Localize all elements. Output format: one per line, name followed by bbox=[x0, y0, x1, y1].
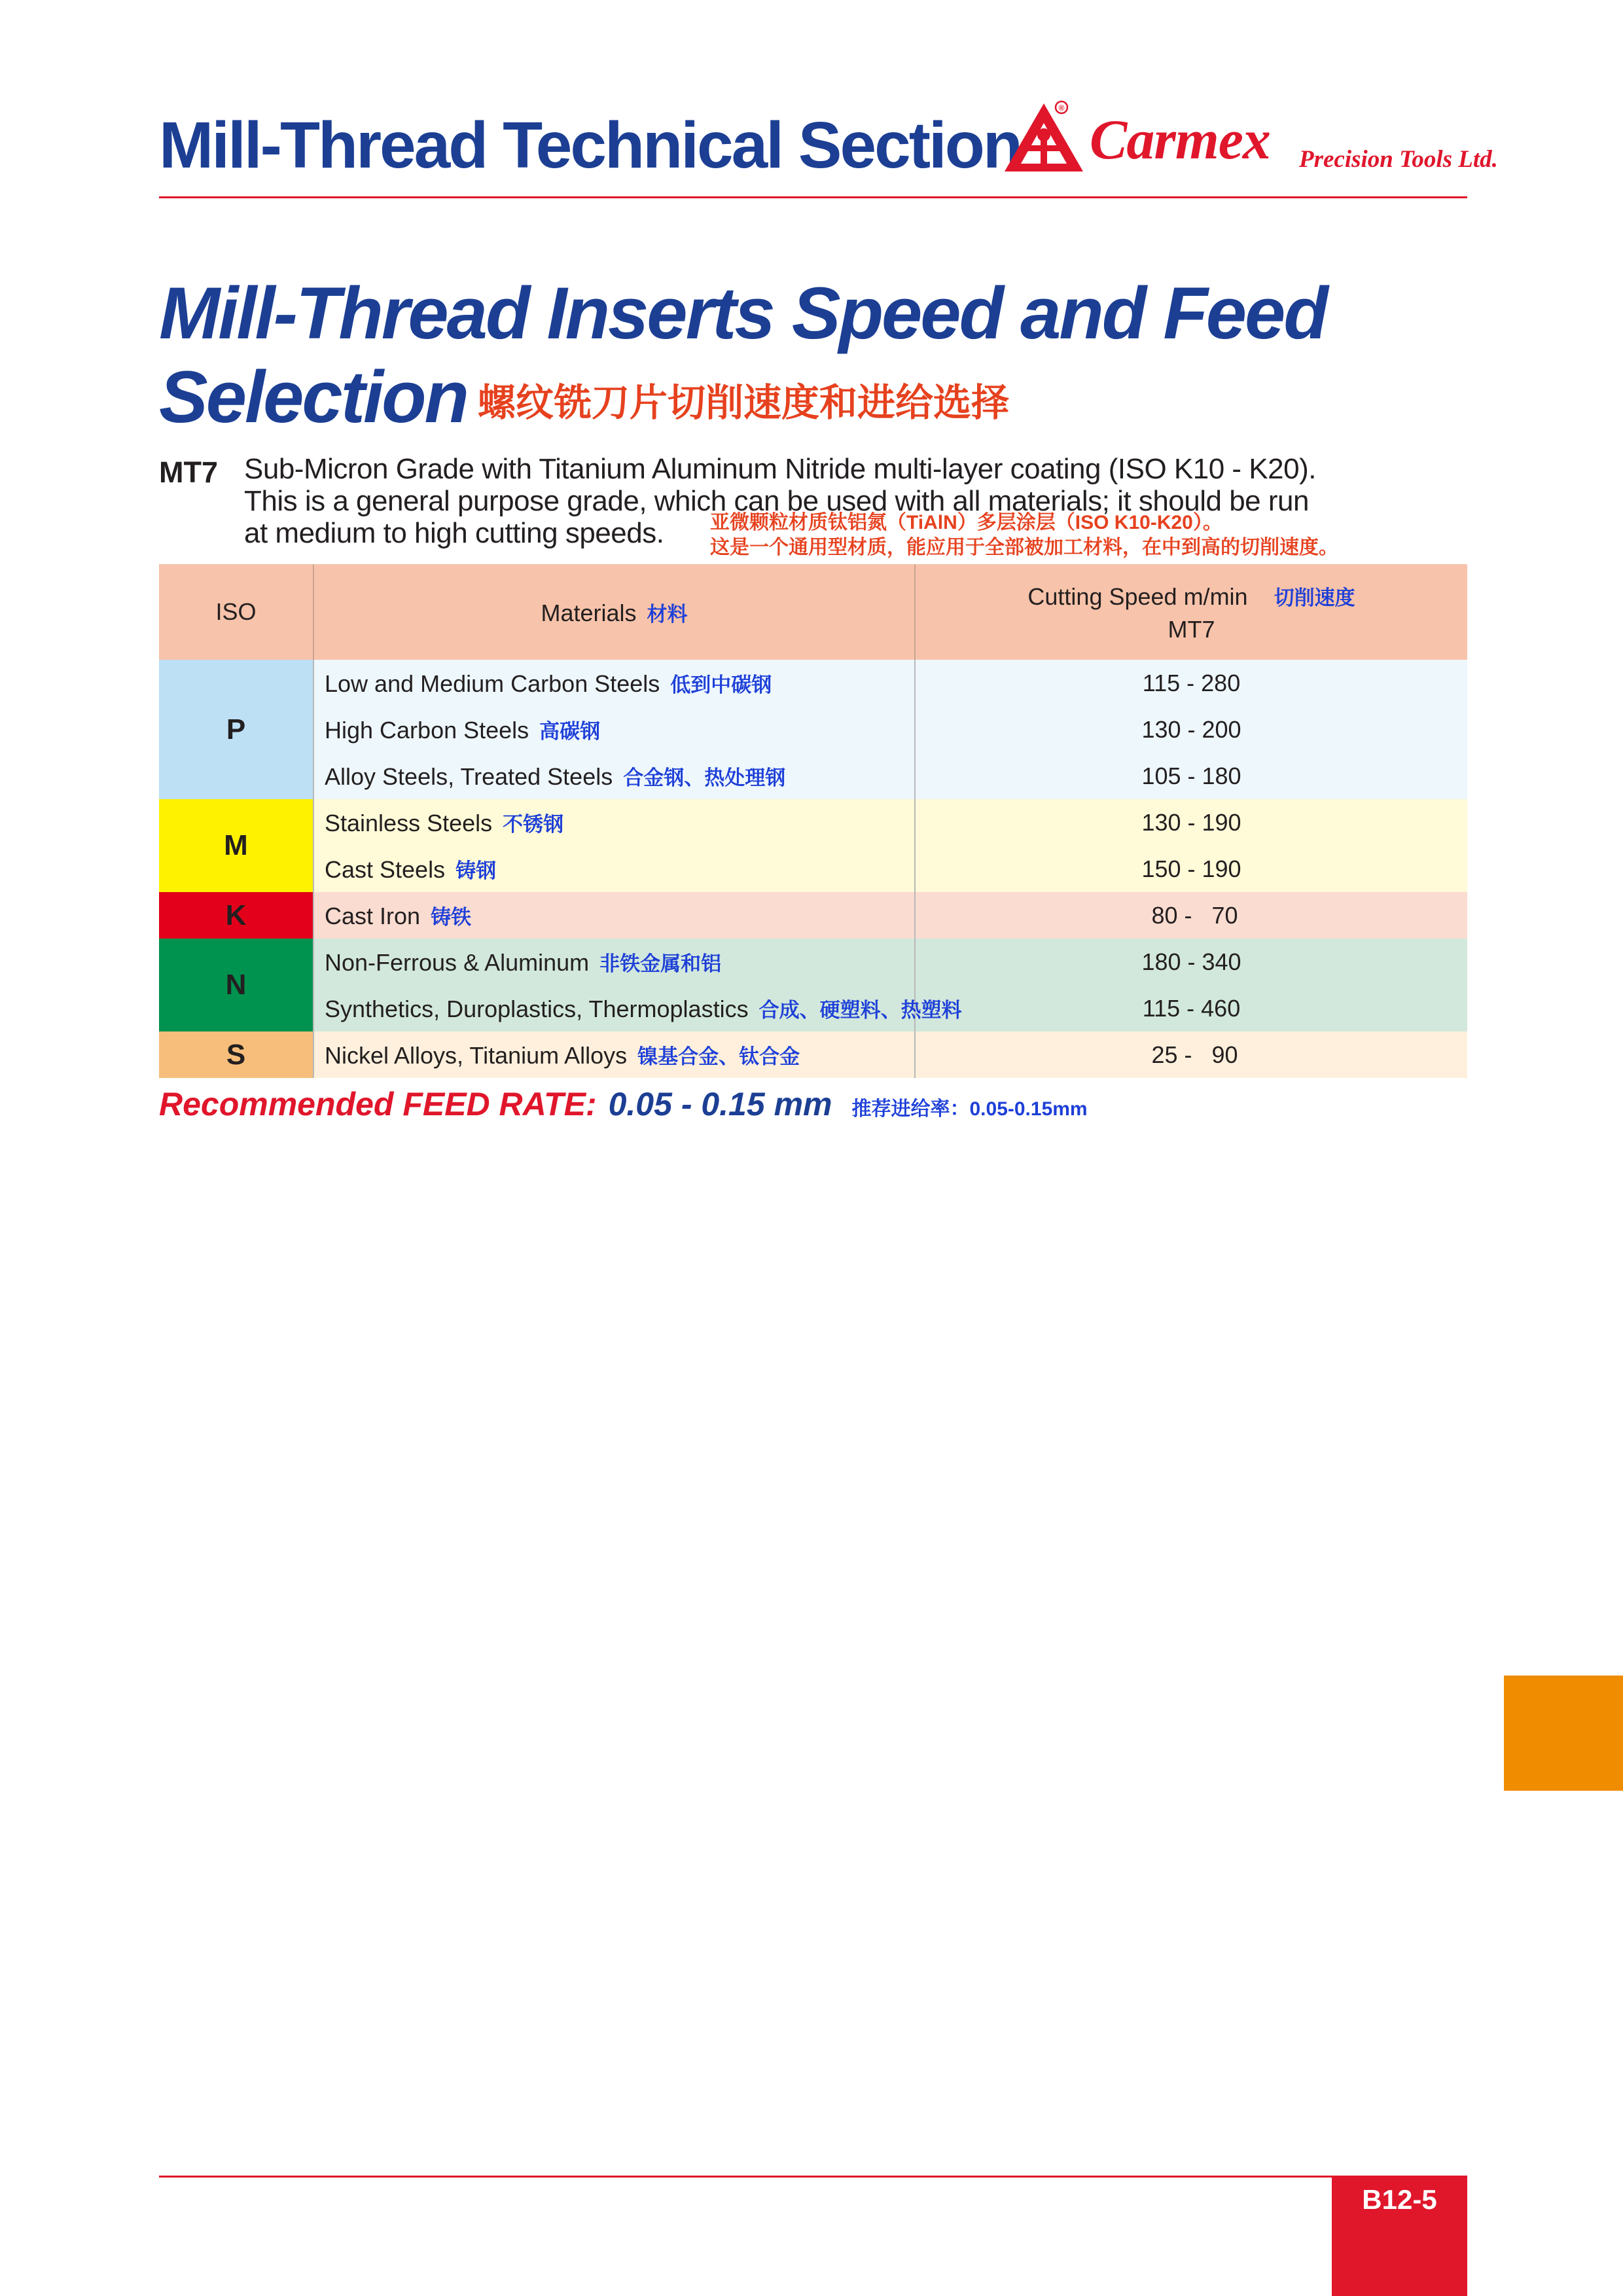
registered-mark: ® bbox=[1058, 103, 1065, 113]
material-name: Low and Medium Carbon Steels bbox=[325, 670, 660, 697]
carmex-emblem-icon bbox=[1001, 98, 1086, 177]
carmex-logo bbox=[1001, 98, 1498, 177]
table-row bbox=[159, 1031, 1467, 1078]
material-name: Synthetics, Duroplastics, Thermoplastics bbox=[325, 996, 749, 1022]
grade-description-cn bbox=[710, 511, 1338, 560]
table-row bbox=[159, 799, 1467, 846]
page-number: B12-5 bbox=[1332, 2178, 1467, 2296]
grade-description-line: Sub-Micron Grade with Titanium Aluminum Nitride multi-layer coating (ISO K10 - K20). bbox=[244, 453, 1316, 485]
cutting-speed-cell: 150 - 190 bbox=[1141, 855, 1241, 882]
material-name-cn: 非铁金属和铝 bbox=[599, 952, 722, 975]
feed-rate-label: Recommended FEED RATE: bbox=[159, 1086, 597, 1122]
cutting-speed-cell: 105 - 180 bbox=[1141, 762, 1241, 789]
header-speed-cn: 切削速度 bbox=[1274, 586, 1355, 609]
iso-group-k: K bbox=[159, 892, 313, 939]
header-grade: MT7 bbox=[1168, 615, 1215, 643]
material-name: High Carbon Steels bbox=[325, 717, 529, 744]
material-name-cn: 高碳钢 bbox=[539, 720, 601, 743]
table-row bbox=[159, 846, 1467, 892]
grade-description-line: at medium to high cutting speeds. bbox=[244, 517, 664, 549]
material-cell bbox=[313, 892, 915, 939]
iso-group-s: S bbox=[159, 1031, 313, 1078]
feed-rate bbox=[159, 1085, 1088, 1123]
table-row bbox=[159, 985, 1467, 1031]
cutting-speed-cell: 80 - 70 bbox=[1145, 901, 1238, 929]
material-cell bbox=[313, 799, 915, 846]
table-body bbox=[159, 660, 1467, 1078]
page-title-line2: Selection bbox=[159, 356, 467, 438]
grade-description-line: This is a general purpose grade, which can be used with all materials; it should be run bbox=[244, 485, 1309, 517]
material-cell bbox=[313, 706, 915, 753]
page-title-line1: Mill-Thread Inserts Speed and Feed bbox=[159, 272, 1327, 354]
table-row bbox=[159, 706, 1467, 753]
material-cell bbox=[313, 753, 915, 799]
iso-group-m: M bbox=[159, 799, 313, 892]
page-title bbox=[159, 272, 1327, 445]
iso-group-n: N bbox=[159, 939, 313, 1031]
material-name: Cast Steels bbox=[325, 856, 446, 883]
table-header-row bbox=[159, 564, 1467, 660]
header-speed: Cutting Speed m/min 切削速度 MT7 bbox=[915, 564, 1467, 660]
section-color-tab bbox=[1504, 1676, 1623, 1791]
page-title-cn: 螺纹铣刀片切削速度和进给选择 bbox=[477, 382, 1009, 424]
cutting-speed-cell: 180 - 340 bbox=[1141, 948, 1241, 975]
iso-group-p: P bbox=[159, 660, 313, 799]
material-name: Nickel Alloys, Titanium Alloys bbox=[325, 1042, 628, 1069]
material-name-cn: 合金钢、热处理钢 bbox=[623, 766, 786, 789]
header-iso: ISO bbox=[159, 564, 313, 660]
table-row bbox=[159, 939, 1467, 985]
material-cell bbox=[313, 939, 915, 985]
brand-suffix: Precision Tools Ltd. bbox=[1299, 146, 1498, 173]
feed-rate-cn: 推荐进给率：0.05-0.15mm bbox=[851, 1098, 1088, 1120]
table-row bbox=[159, 660, 1467, 706]
grade-label: MT7 bbox=[159, 456, 218, 489]
cutting-speed-cell: 115 - 460 bbox=[1142, 994, 1241, 1022]
material-name-cn: 不锈钢 bbox=[503, 813, 564, 836]
material-name: Alloy Steels, Treated Steels bbox=[325, 763, 613, 790]
section-title: Mill-Thread Technical Section bbox=[159, 109, 1021, 182]
header-materials-cn: 材料 bbox=[647, 602, 688, 626]
cutting-speed-cell: 130 - 190 bbox=[1141, 808, 1241, 836]
material-cell bbox=[313, 985, 962, 1031]
material-cell bbox=[313, 660, 915, 706]
material-name-cn: 合成、硬塑料、热塑料 bbox=[758, 999, 962, 1022]
material-name: Non-Ferrous & Aluminum bbox=[325, 949, 590, 976]
material-name-cn: 铸铁 bbox=[431, 906, 472, 929]
feed-rate-value: 0.05 - 0.15 mm bbox=[608, 1086, 832, 1122]
header-materials: Materials 材料 bbox=[313, 564, 915, 660]
table-row bbox=[159, 892, 1467, 939]
material-name-cn: 铸钢 bbox=[455, 859, 497, 882]
material-cell bbox=[313, 846, 915, 892]
grade-description-cn-line: 这是一个通用型材质，能应用于全部被加工材料，在中到高的切削速度。 bbox=[710, 537, 1338, 558]
speed-table bbox=[159, 564, 1467, 1078]
table-row bbox=[159, 753, 1467, 799]
header-divider bbox=[159, 196, 1467, 198]
cutting-speed-cell: 115 - 280 bbox=[1142, 669, 1241, 696]
material-name-cn: 低到中碳钢 bbox=[670, 673, 772, 696]
brand-name: Carmex bbox=[1090, 108, 1270, 171]
footer-divider bbox=[159, 2176, 1467, 2178]
material-name: Stainless Steels bbox=[325, 810, 493, 836]
cutting-speed-cell: 25 - 90 bbox=[1145, 1041, 1238, 1068]
material-name-cn: 镍基合金、钛合金 bbox=[637, 1045, 800, 1068]
material-name: Cast Iron bbox=[325, 903, 421, 929]
cutting-speed-cell: 130 - 200 bbox=[1141, 715, 1241, 743]
material-cell bbox=[313, 1031, 915, 1078]
grade-description-cn-line: 亚微颗粒材质钛铝氮（TiAlN）多层涂层（ISO K10-K20）。 bbox=[710, 512, 1222, 533]
